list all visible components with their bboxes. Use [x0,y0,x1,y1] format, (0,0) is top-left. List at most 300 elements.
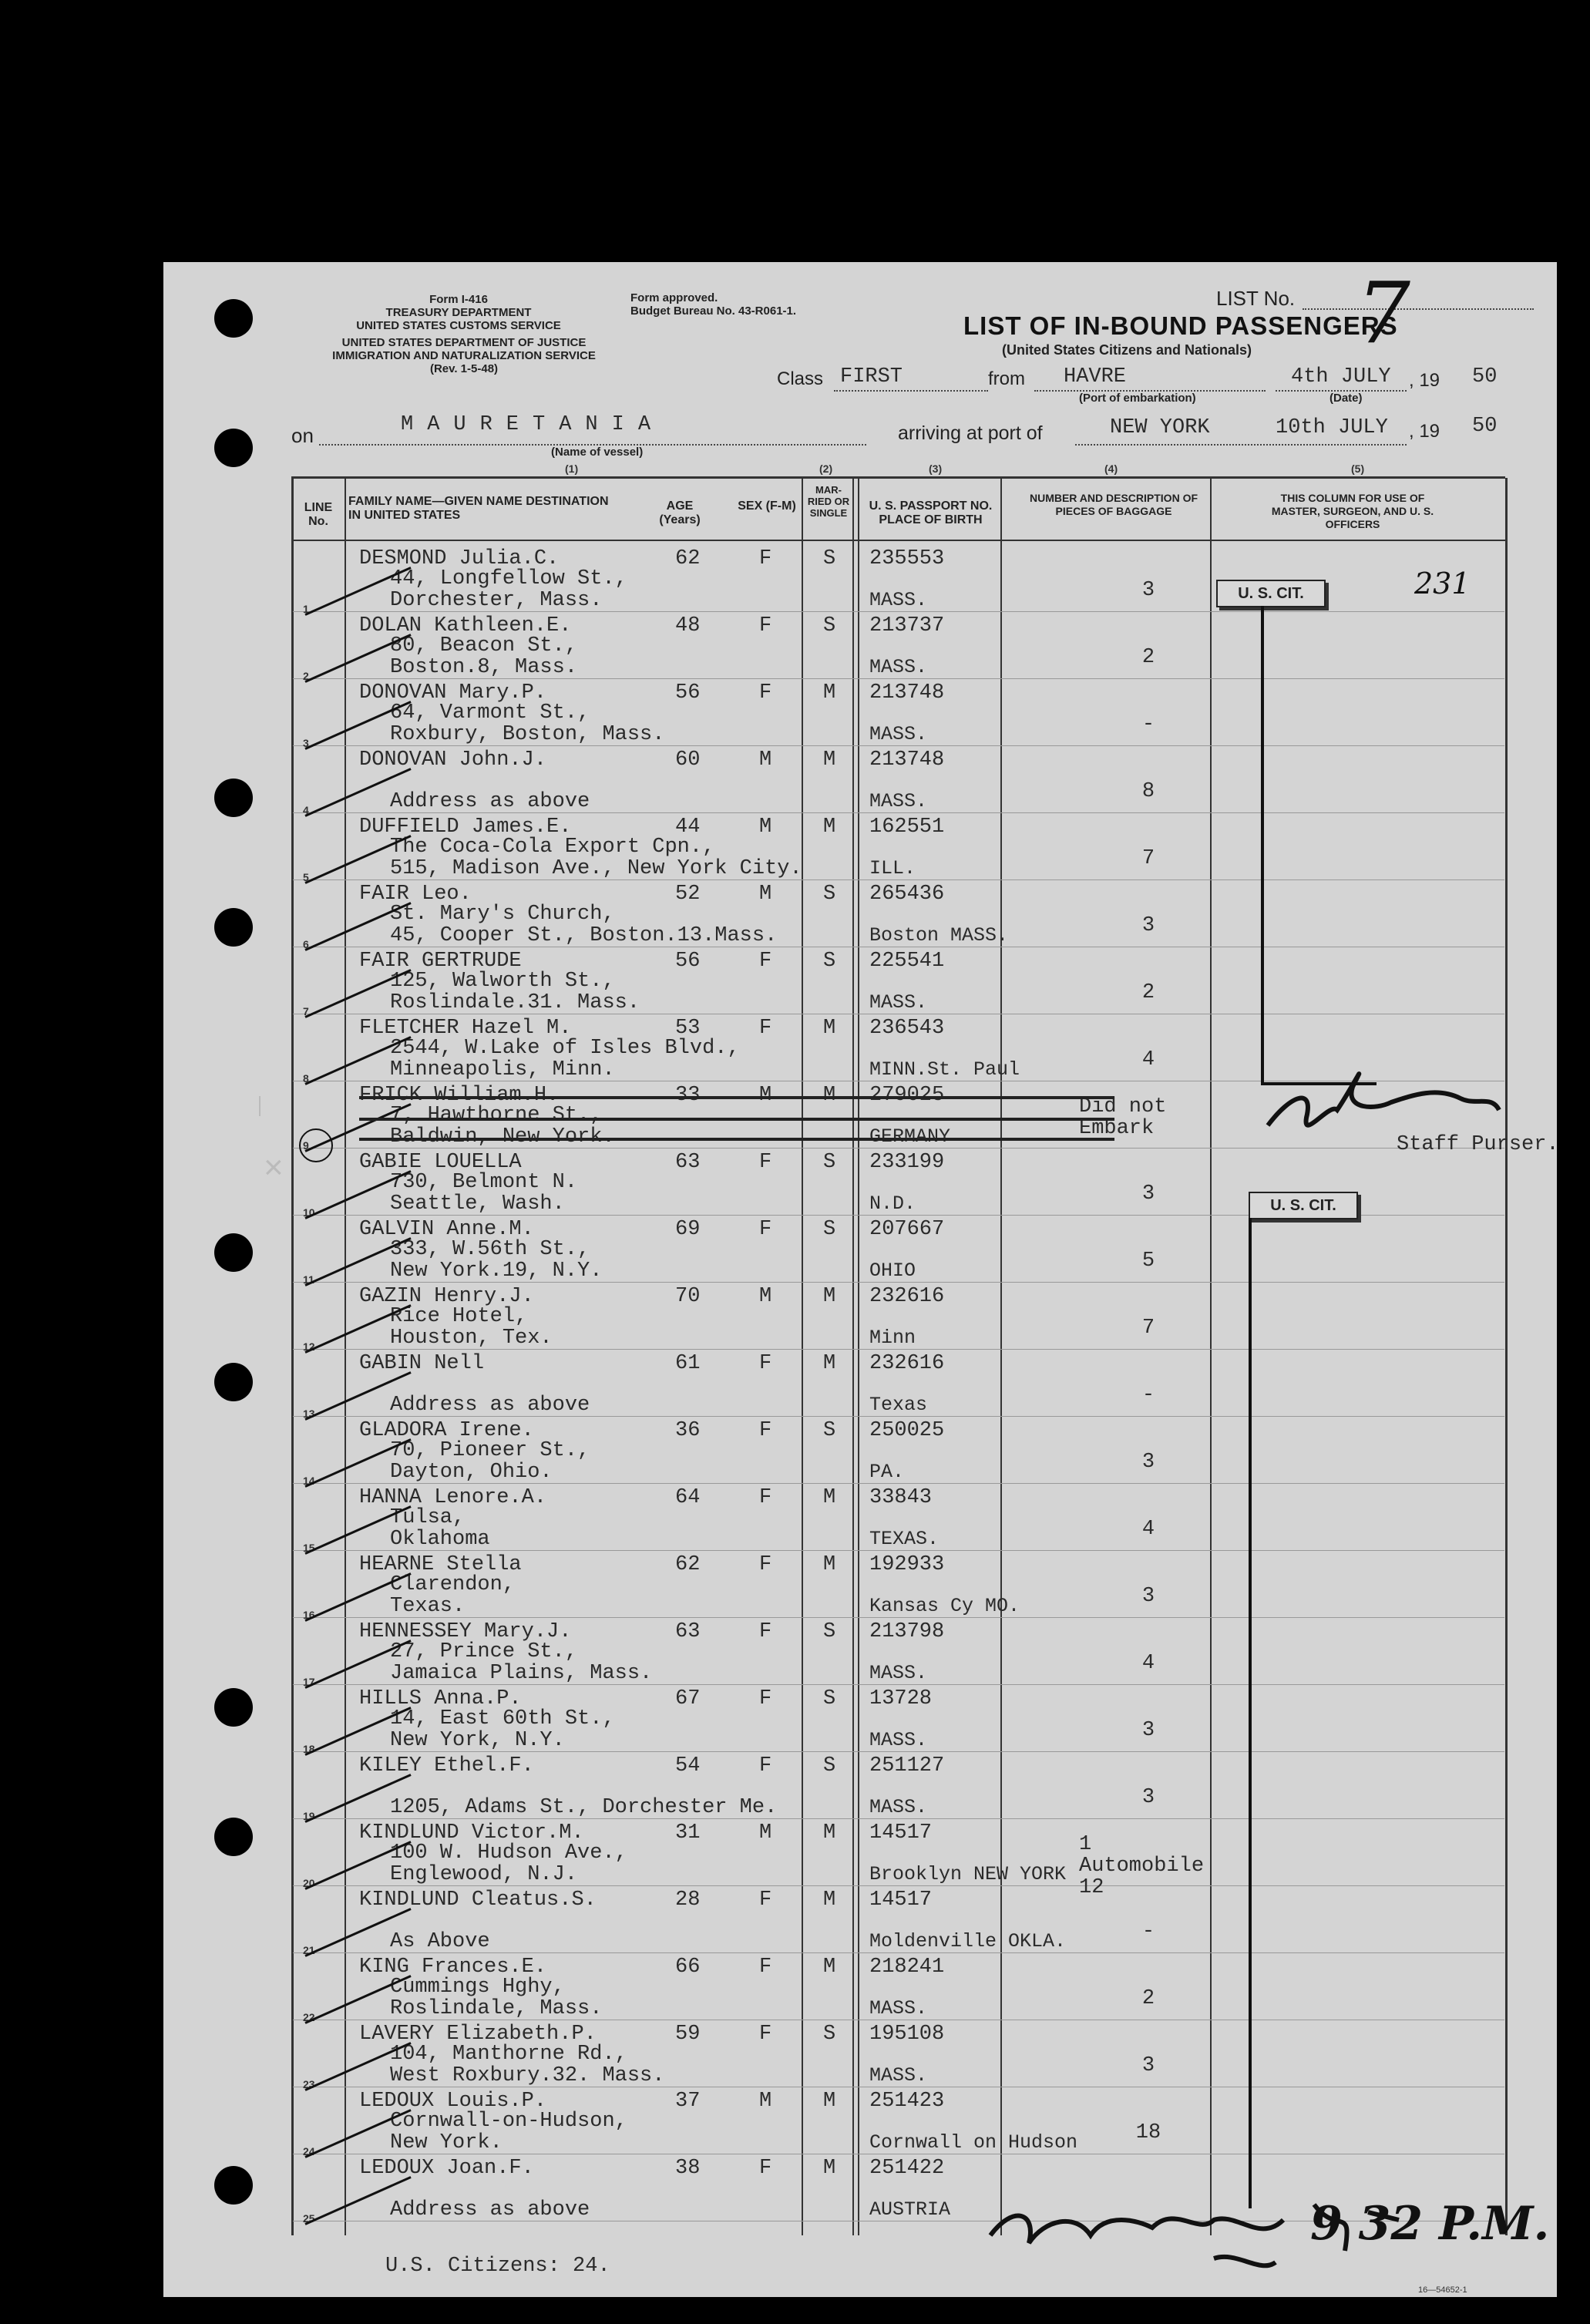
passport-number: 218241 [869,1956,945,1979]
passenger-name: HILLS Anna.P. [359,1687,522,1710]
arrival-year-prefix: , 19 [1409,421,1440,442]
passenger-age: 63 [675,1620,701,1643]
passport-number: 192933 [869,1553,945,1576]
arrival-port: NEW YORK [1110,416,1210,439]
line-number: 14 [303,1475,315,1487]
address-line: Baldwin, New York. [390,1125,615,1149]
header-married: MAR-RIED OR SINGLE [807,484,850,519]
address-line: Jamaica Plains, Mass. [390,1662,653,1685]
binder-hole [214,1363,253,1401]
address-line: 7, Hawthorne St., [390,1104,603,1127]
passenger-sex: F [759,1486,772,1509]
passenger-age: 59 [675,2023,701,2046]
passenger-sex: F [759,1687,772,1710]
strike-line [359,1096,1114,1099]
passenger-sex: F [759,1352,772,1375]
binder-hole [214,299,253,338]
address-line: 730, Belmont N. [390,1171,578,1194]
passenger-name: GAZIN Henry.J. [359,1285,534,1308]
baggage-count: - [1141,1920,1155,1943]
col-number: (4) [1104,462,1118,475]
line-number: 13 [303,1408,315,1420]
baggage-count: 3 [1141,914,1155,937]
passenger-name: DONOVAN John.J. [359,748,547,772]
marital-status: S [823,883,836,906]
immigration-service: IMMIGRATION AND NATURALIZATION SERVICE [332,349,596,362]
marital-status: S [823,950,836,973]
passport-number: 13728 [869,1687,933,1710]
address-line: Address as above [390,2198,590,2221]
marital-status: M [823,1017,836,1040]
baggage-count: - [1141,1384,1155,1407]
address-line: Oklahoma [390,1528,490,1551]
from-label: from [988,368,1025,389]
baggage-count: 3 [1141,1585,1155,1608]
header-sex: SEX (F-M) [738,499,796,513]
line-number: 22 [303,2011,315,2023]
depart-date: 4th JULY [1291,365,1391,388]
binder-hole [214,908,253,947]
embark-port: HAVRE [1064,365,1127,388]
passenger-name: HEARNE Stella [359,1553,522,1576]
passenger-age: 62 [675,1553,701,1576]
address-line: 125, Walworth St., [390,970,615,993]
passport-number: 233199 [869,1151,945,1174]
passport-number: 213748 [869,681,945,705]
class-label: Class [777,368,824,389]
address-line: Minneapolis, Minn. [390,1058,615,1081]
passenger-name: GABIN Nell [359,1352,485,1375]
approval-block [630,291,796,318]
on-label: on [291,424,314,447]
passport-number: 162551 [869,816,945,839]
passenger-sex: F [759,1419,772,1442]
marital-status: M [823,1084,836,1107]
place-of-birth: MASS. [869,991,928,1014]
passenger-name: LAVERY Elizabeth.P. [359,2023,597,2046]
strike-line [359,1118,1114,1121]
passenger-age: 67 [675,1687,701,1710]
marital-status: M [823,1486,836,1509]
marital-status: M [823,681,836,705]
passenger-sex: F [759,1553,772,1576]
line-number: 23 [303,2078,315,2090]
place-of-birth: TEXAS. [869,1528,940,1550]
passenger-name: HANNA Lenore.A. [359,1486,547,1509]
address-line: 70, Pioneer St., [390,1439,590,1462]
marital-status: M [823,1821,836,1845]
line-number: 12 [303,1340,315,1353]
place-of-birth: MASS. [869,723,928,745]
address-line: Roxbury, Boston, Mass. [390,723,665,746]
marital-status: S [823,1687,836,1710]
passenger-sex: M [759,816,772,839]
address-line: New York. [390,2131,503,2154]
passport-number: 33843 [869,1486,933,1509]
officer-number: 231 [1414,567,1471,600]
passenger-sex: F [759,1017,772,1040]
baggage-count: 2 [1141,981,1155,1004]
line-number: 21 [303,1944,315,1956]
passenger-sex: M [759,748,772,772]
address-line: Cummings Hghy, [390,1976,565,1999]
col-number: (5) [1351,462,1365,475]
place-of-birth: MASS. [869,790,928,812]
address-line: 14, East 60th St., [390,1707,615,1730]
place-of-birth: AUSTRIA [869,2198,951,2221]
arriving-label: arriving at port of [898,422,1043,444]
marital-status: M [823,1352,836,1375]
passenger-name: KINDLUND Cleatus.S. [359,1888,597,1912]
baggage-count: 8 [1141,780,1155,803]
passenger-name: GALVIN Anne.M. [359,1218,534,1241]
place-of-birth: N.D. [869,1192,916,1215]
line-number: 2 [303,670,309,682]
place-of-birth: Minn [869,1327,916,1349]
passport-number: 213748 [869,748,945,772]
port-caption: (Port of embarkation) [1079,392,1196,405]
marital-status: S [823,614,836,637]
header-line: LINE No. [304,501,333,528]
passenger-name: LEDOUX Joan.F. [359,2157,534,2180]
passenger-age: 62 [675,547,701,570]
line-number: 3 [303,737,309,749]
passenger-name: KILEY Ethel.F. [359,1754,534,1777]
passenger-age: 60 [675,748,701,772]
passenger-sex: F [759,1754,772,1777]
passenger-name: GABIE LOUELLA [359,1151,522,1174]
passport-number: 251422 [869,2157,945,2180]
line-number: 25 [303,2212,315,2225]
passenger-name: DOLAN Kathleen.E. [359,614,572,637]
baggage-count: 7 [1141,1317,1155,1340]
col-number: (3) [929,462,943,475]
passenger-sex: M [759,1084,772,1107]
baggage-count: 3 [1141,1182,1155,1206]
col-rule [345,478,346,2235]
passport-number: 236543 [869,1017,945,1040]
arrival-date: 10th JULY [1276,416,1388,439]
address-line: As Above [390,1930,490,1953]
passenger-age: 61 [675,1352,701,1375]
line-number: 7 [303,1005,309,1017]
passenger-age: 66 [675,1956,701,1979]
baggage-count: 4 [1141,1652,1155,1675]
print-code: 16—54652-1 [1418,2285,1467,2295]
address-line: 333, W.56th St., [390,1238,590,1261]
arrival-time: 9 32 P.M. [1310,2197,1550,2251]
circled-line-number [299,1128,333,1162]
passenger-name: FRICK William.H. [359,1084,560,1107]
place-of-birth: Cornwall on Hudson [869,2131,1078,2154]
passport-number: 195108 [869,2023,945,2046]
passenger-age: 48 [675,614,701,637]
baggage-count: 7 [1141,847,1155,870]
citizens-count: U.S. Citizens: 24. [385,2255,610,2278]
form-number: Form I-416 [429,293,488,306]
address-line: Roslindale, Mass. [390,1997,603,2020]
customs-service: UNITED STATES CUSTOMS SERVICE [356,319,561,332]
place-of-birth: MASS. [869,589,928,611]
vessel-caption: (Name of vessel) [551,446,644,459]
place-of-birth: MASS. [869,1997,928,2020]
passenger-sex: F [759,1956,772,1979]
list-no-label: LIST No. [1216,287,1296,310]
marital-status: S [823,1754,836,1777]
address-line: 27, Prince St., [390,1640,578,1663]
passenger-sex: F [759,2157,772,2180]
marital-status: M [823,2157,836,2180]
place-of-birth: MASS. [869,1796,928,1818]
passenger-sex: F [759,1151,772,1174]
marital-status: M [823,1888,836,1912]
header-name: FAMILY NAME—GIVEN NAME DESTINATION IN UNITED STATES [348,495,609,522]
bracket-line [1249,1218,1252,2208]
line-number: 9 [303,1139,309,1152]
passenger-name: GLADORA Irene. [359,1419,534,1442]
baggage-count: 4 [1141,1048,1155,1071]
marital-status: M [823,748,836,772]
passenger-age: 33 [675,1084,701,1107]
passenger-age: 69 [675,1218,701,1241]
passenger-sex: F [759,1620,772,1643]
address-line: New York, N.Y. [390,1729,565,1752]
address-line: 80, Beacon St., [390,634,578,658]
place-of-birth: MASS. [869,2064,928,2087]
passport-number: 279025 [869,1084,945,1107]
place-of-birth: ILL. [869,857,916,879]
place-of-birth: Kansas Cy MO. [869,1595,1020,1617]
line-number: 18 [303,1743,315,1755]
binder-hole [214,429,253,467]
date-caption: (Date) [1329,392,1363,405]
strike-line [359,1138,1114,1141]
passenger-sex: M [759,883,772,906]
bracket-line [1261,606,1264,1084]
address-line: Roslindale.31. Mass. [390,991,640,1014]
marital-status: S [823,1218,836,1241]
passenger-age: 63 [675,1151,701,1174]
passenger-age: 28 [675,1888,701,1912]
passport-number: 213737 [869,614,945,637]
margin-x-mark: × [264,1149,284,1186]
address-line: Boston.8, Mass. [390,656,578,679]
passenger-age: 38 [675,2157,701,2180]
address-line: Seattle, Wash. [390,1192,565,1216]
address-line: 45, Cooper St., Boston.13.Mass. [390,924,778,947]
marital-status: S [823,1151,836,1174]
passport-number: 251127 [869,1754,945,1777]
us-cit-stamp: U. S. CIT. [1249,1192,1358,1219]
form-revision: (Rev. 1-5-48) [429,362,499,375]
purser-signature [1260,1041,1507,1156]
address-line: Dorchester, Mass. [390,589,603,612]
address-line: Englewood, N.J. [390,1863,578,1886]
baggage-count: 3 [1141,1451,1155,1474]
passenger-sex: F [759,2023,772,2046]
marital-status: S [823,1419,836,1442]
line-number: 1 [303,603,309,615]
table-top-border [291,476,1505,479]
marital-status: S [823,1620,836,1643]
baggage-count: 3 [1141,1786,1155,1809]
address-line: New York.19, N.Y. [390,1260,603,1283]
address-line: Texas. [390,1595,466,1618]
line-number: 19 [303,1810,315,1822]
passenger-sex: F [759,547,772,570]
baggage-count: 1 Automobile 12 [1079,1833,1205,1899]
passport-number: 14517 [869,1888,933,1912]
header-officers: THIS COLUMN FOR USE OF MASTER, SURGEON, AND U. S. OFFICERS [1271,492,1434,530]
baggage-count: 5 [1141,1249,1155,1273]
passenger-age: 56 [675,950,701,973]
place-of-birth: MASS. [869,1729,928,1751]
justice-dept: UNITED STATES DEPARTMENT OF JUSTICE [341,336,587,349]
us-cit-stamp: U. S. CIT. [1216,580,1326,607]
line-number: 5 [303,871,309,883]
col-number: (1) [565,462,579,475]
col-rule [802,478,803,2235]
place-of-birth: Moldenville OKLA. [869,1930,1067,1952]
baggage-count: 18 [1135,2121,1161,2144]
arrival-year: 50 [1472,415,1498,438]
baggage-count: 2 [1141,1987,1155,2010]
marital-status: M [823,1285,836,1308]
line-number: 6 [303,938,309,950]
year-prefix: , 19 [1409,370,1440,391]
col-rule [291,478,294,2235]
marital-status: S [823,547,836,570]
baggage-count: 4 [1141,1518,1155,1541]
passenger-name: FAIR Leo. [359,883,472,906]
address-line: 104, Manthorne Rd., [390,2043,627,2066]
passport-number: 232616 [869,1285,945,1308]
address-line: 2544, W.Lake of Isles Blvd., [390,1037,740,1060]
passenger-name: KING Frances.E. [359,1956,547,1979]
marital-status: M [823,2090,836,2113]
place-of-birth: OHIO [869,1260,916,1282]
class-value: FIRST [840,365,903,388]
passenger-sex: F [759,1888,772,1912]
passenger-name: DUFFIELD James.E. [359,816,572,839]
header-baggage: NUMBER AND DESCRIPTION OF PIECES OF BAGGAGE [1029,492,1198,517]
address-line: St. Mary's Church, [390,903,615,926]
col-rule [858,478,859,2235]
form-id-block [355,293,563,332]
line-number: 20 [303,1877,315,1889]
passenger-age: 37 [675,2090,701,2113]
passenger-age: 70 [675,1285,701,1308]
col-rule [1505,478,1508,2235]
passenger-age: 54 [675,1754,701,1777]
passenger-sex: M [759,1821,772,1845]
passenger-age: 31 [675,1821,701,1845]
list-number: 7 [1356,264,1410,362]
passport-number: 232616 [869,1352,945,1375]
line-number: 10 [303,1206,315,1219]
passenger-name: HENNESSEY Mary.J. [359,1620,572,1643]
address-line: Address as above [390,1394,590,1417]
address-line: Tulsa, [390,1506,466,1529]
passenger-sex: F [759,681,772,705]
passport-number: 251423 [869,2090,945,2113]
address-line: 44, Longfellow St., [390,567,627,590]
place-of-birth: Brooklyn NEW YORK [869,1863,1067,1885]
binder-hole [214,1688,253,1727]
justice-block [287,336,641,375]
baggage-count: 2 [1141,646,1155,669]
list-no-line [1303,308,1534,310]
baggage-count: 3 [1141,579,1155,602]
form-approved: Form approved. [630,291,718,304]
place-of-birth: PA. [869,1461,905,1483]
col-number: (2) [819,462,833,475]
passenger-name: DONOVAN Mary.P. [359,681,547,705]
header-age: AGE (Years) [659,499,701,526]
marital-status: M [823,1956,836,1979]
depart-year: 50 [1472,365,1498,388]
passenger-age: 53 [675,1017,701,1040]
line-number: 16 [303,1609,315,1621]
passenger-name: FAIR GERTRUDE [359,950,522,973]
page-title: LIST OF IN-BOUND PASSENGERS [963,311,1398,340]
address-line: Houston, Tex. [390,1327,553,1350]
binder-hole [214,2166,253,2205]
passenger-sex: F [759,614,772,637]
marital-status: S [823,2023,836,2046]
passenger-sex: M [759,1285,772,1308]
passenger-name: KINDLUND Victor.M. [359,1821,584,1845]
vessel-name: MAURETANIA [401,413,665,436]
place-of-birth: MINN.St. Paul [869,1058,1020,1081]
passenger-age: 64 [675,1486,701,1509]
baggage-count: 3 [1141,1719,1155,1742]
margin-tick [259,1096,261,1116]
address-line: 100 W. Hudson Ave., [390,1841,627,1865]
arrival-line [1075,444,1407,446]
place-of-birth: Texas [869,1394,928,1416]
passport-number: 14517 [869,1821,933,1845]
marital-status: M [823,816,836,839]
place-of-birth: MASS. [869,1662,928,1684]
row-rule [293,1617,1504,1618]
passenger-sex: M [759,2090,772,2113]
class-line [834,390,988,392]
passport-number: 207667 [869,1218,945,1241]
address-line: Clarendon, [390,1573,516,1596]
binder-hole [214,779,253,817]
address-line: Dayton, Ohio. [390,1461,553,1484]
col-rule [852,478,854,2235]
col-rule [1000,478,1002,2235]
marital-status: M [823,1553,836,1576]
line-number: 17 [303,1676,315,1688]
col-rule [1210,478,1212,2235]
header-passport: U. S. PASSPORT NO. PLACE OF BIRTH [869,499,993,526]
address-line: Address as above [390,790,590,813]
address-line: 64, Varmont St., [390,701,590,725]
place-of-birth: Boston MASS. [869,924,1009,947]
address-line: 515, Madison Ave., New York City. [390,857,802,880]
passport-number: 235553 [869,547,945,570]
page-subtitle: (United States Citizens and Nationals) [1002,342,1252,358]
passenger-age: 36 [675,1419,701,1442]
baggage-count: - [1141,713,1155,736]
line-number: 4 [303,804,309,816]
treasury-dept: TREASURY DEPARTMENT [385,306,532,319]
address-line: The Coca-Cola Export Cpn., [390,836,715,859]
address-line: Cornwall-on-Hudson, [390,2110,627,2133]
